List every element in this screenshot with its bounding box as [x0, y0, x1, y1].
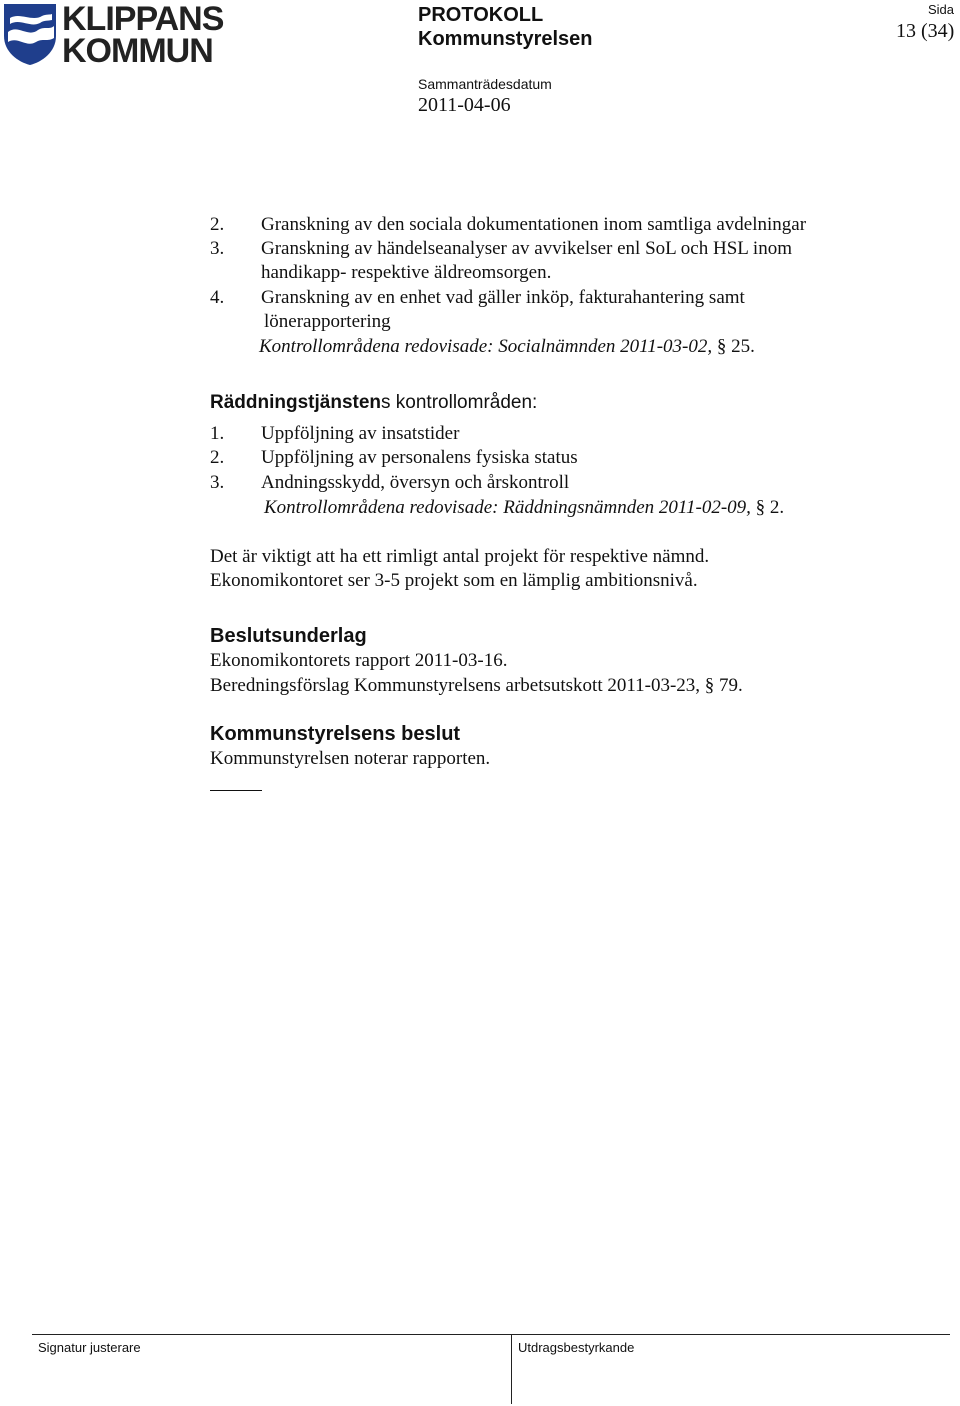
- paragraph-line: Ekonomikontoret ser 3-5 projekt som en lämplig ambitionsnivå.: [210, 570, 698, 591]
- organization-name: Kommunstyrelsen: [418, 28, 593, 50]
- list-item-text: Andningsskydd, översyn och årskontroll: [261, 472, 570, 493]
- reported-note: [264, 496, 784, 520]
- list-item-number: 2.: [210, 214, 225, 235]
- decision-heading: Kommunstyrelsens beslut: [210, 723, 461, 745]
- signature-label: Signatur justerare: [38, 1340, 141, 1355]
- list-item-number: 3.: [210, 238, 225, 259]
- section-separator: [210, 790, 262, 791]
- coat-of-arms-icon: [2, 2, 60, 66]
- logo-text-line1: KLIPPANS: [62, 0, 224, 38]
- basis-line: Beredningsförslag Kommunstyrelsens arbetsutskott 2011-03-23, § 79.: [210, 675, 743, 696]
- list-item-text-continued: handikapp- respektive äldreomsorgen.: [261, 262, 552, 283]
- list-item-number: 1.: [210, 423, 225, 444]
- footer-rule: [32, 1334, 950, 1335]
- basis-heading: Beslutsunderlag: [210, 625, 367, 647]
- section-heading-rest: s kontrollområden:: [381, 392, 538, 413]
- meeting-date: 2011-04-06: [418, 94, 511, 116]
- basis-line: Ekonomikontorets rapport 2011-03-16.: [210, 650, 508, 671]
- certification-label: Utdragsbestyrkande: [518, 1340, 635, 1355]
- list-item-text-continued: lönerapportering: [264, 311, 391, 332]
- list-item-text: Uppföljning av insatstider: [261, 423, 460, 444]
- list-item-text: Granskning av en enhet vad gäller inköp, fakturahantering samt: [261, 287, 745, 308]
- reported-note-text: Kontrollområdena redovisade: Socialnämnden 2011-03-02,: [259, 336, 713, 357]
- logo-text-line2: KOMMUN: [62, 32, 213, 70]
- list-item-number: 2.: [210, 447, 225, 468]
- page-label: Sida: [928, 2, 955, 17]
- page-number: 13 (34): [896, 20, 955, 42]
- list-item-text: Granskning av händelseanalyser av avvikelser enl SoL och HSL inom: [261, 238, 792, 259]
- section-heading: [210, 391, 537, 415]
- reported-note: [259, 335, 755, 359]
- document-title: PROTOKOLL: [418, 4, 544, 26]
- list-item-number: 4.: [210, 287, 225, 308]
- list-item-text: Granskning av den sociala dokumentationen inom samtliga avdelningar: [261, 214, 807, 235]
- reported-note-text: Kontrollområdena redovisade: Räddningsnämnden 2011-02-09,: [264, 497, 751, 518]
- footer-divider: [511, 1334, 512, 1404]
- reported-note-reference: § 25.: [716, 336, 755, 357]
- list-item-number: 3.: [210, 472, 225, 493]
- paragraph-line: Det är viktigt att ha ett rimligt antal projekt för respektive nämnd.: [210, 546, 710, 567]
- list-item-text: Uppföljning av personalens fysiska status: [261, 447, 578, 468]
- section-heading-bold: Räddningstjänsten: [210, 392, 382, 413]
- reported-note-reference: § 2.: [755, 497, 785, 518]
- meeting-date-label: Sammanträdesdatum: [418, 76, 552, 92]
- municipality-logo: [2, 0, 224, 70]
- decision-text: Kommunstyrelsen noterar rapporten.: [210, 748, 491, 769]
